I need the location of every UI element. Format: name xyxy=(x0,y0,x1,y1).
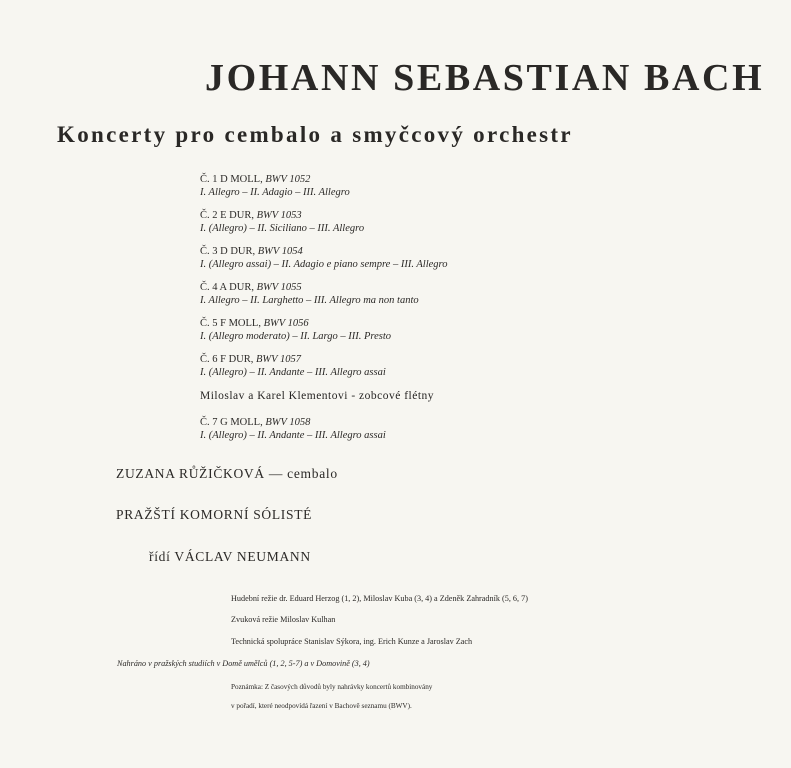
concerto-title: Č. 2 E DUR, xyxy=(200,210,254,221)
concerto-bwv: BWV 1055 xyxy=(256,282,302,293)
concerto-movements: I. (Allegro) – II. Siciliano – III. Allegro xyxy=(200,223,365,234)
concerto-5 xyxy=(200,317,391,343)
composer-title: JOHANN SEBASTIAN BACH xyxy=(205,57,765,99)
concerto-movements: I. (Allegro) – II. Andante – III. Allegro assai xyxy=(200,367,386,378)
flutes-note: Miloslav a Karel Klementovi - zobcové flétny xyxy=(200,390,435,402)
concerto-6 xyxy=(200,353,386,379)
concerto-2 xyxy=(200,209,364,235)
concerto-bwv: BWV 1056 xyxy=(263,318,309,329)
concerto-title: Č. 5 F MOLL, xyxy=(200,318,261,329)
order-note-line-1: Poznámka: Z časových důvodů byly nahrávky koncertů kombinovány xyxy=(231,683,433,691)
conductor-credit: řídí VÁCLAV NEUMANN xyxy=(149,549,311,564)
sound-direction-credit: Zvuková režie Miloslav Kulhan xyxy=(231,615,336,624)
concerto-title: Č. 7 G MOLL, xyxy=(200,417,263,428)
concerto-movements: I. Allegro – II. Adagio – III. Allegro xyxy=(200,187,350,198)
album-subtitle: Koncerty pro cembalo a smyčcový orchestr xyxy=(57,122,573,147)
concerto-title: Č. 3 D DUR, xyxy=(200,246,256,257)
concerto-bwv: BWV 1053 xyxy=(256,210,302,221)
concerto-bwv: BWV 1052 xyxy=(265,174,311,185)
concerto-bwv: BWV 1058 xyxy=(265,417,311,428)
concerto-3 xyxy=(200,245,448,271)
concerto-movements: I. (Allegro moderato) – II. Largo – III. Presto xyxy=(200,331,392,342)
ensemble-credit: PRAŽŠTÍ KOMORNÍ SÓLISTÉ xyxy=(116,507,313,522)
concerto-title: Č. 6 F DUR, xyxy=(200,354,254,365)
concerto-title: Č. 4 A DUR, xyxy=(200,282,254,293)
concerto-movements: I. (Allegro assai) – II. Adagio e piano sempre – III. Allegro xyxy=(200,259,448,270)
order-note-line-2: v pořadí, které neodpovídá řazení v Bachově seznamu (BWV). xyxy=(231,702,412,710)
concerto-1 xyxy=(200,173,350,199)
concerto-bwv: BWV 1057 xyxy=(256,354,302,365)
soloist-credit: ZUZANA RŮŽIČKOVÁ — cembalo xyxy=(116,466,338,481)
concerto-bwv: BWV 1054 xyxy=(257,246,303,257)
concerto-title: Č. 1 D MOLL, xyxy=(200,174,263,185)
recording-location-credit: Nahráno v pražských studiích v Domě umělců (1, 2, 5-7) a v Domovině (3, 4) xyxy=(117,659,370,668)
concerto-4 xyxy=(200,281,419,307)
concerto-7 xyxy=(200,416,386,442)
technical-credit: Technická spolupráce Stanislav Sýkora, ing. Erich Kunze a Jaroslav Zach xyxy=(231,637,473,646)
music-direction-credit: Hudební režie dr. Eduard Herzog (1, 2), Miloslav Kuba (3, 4) a Zdeněk Zahradník (5, 6, 7) xyxy=(231,594,528,603)
concerto-movements: I. (Allegro) – II. Andante – III. Allegro assai xyxy=(200,430,386,441)
concerto-movements: I. Allegro – II. Larghetto – III. Allegro ma non tanto xyxy=(200,295,419,306)
